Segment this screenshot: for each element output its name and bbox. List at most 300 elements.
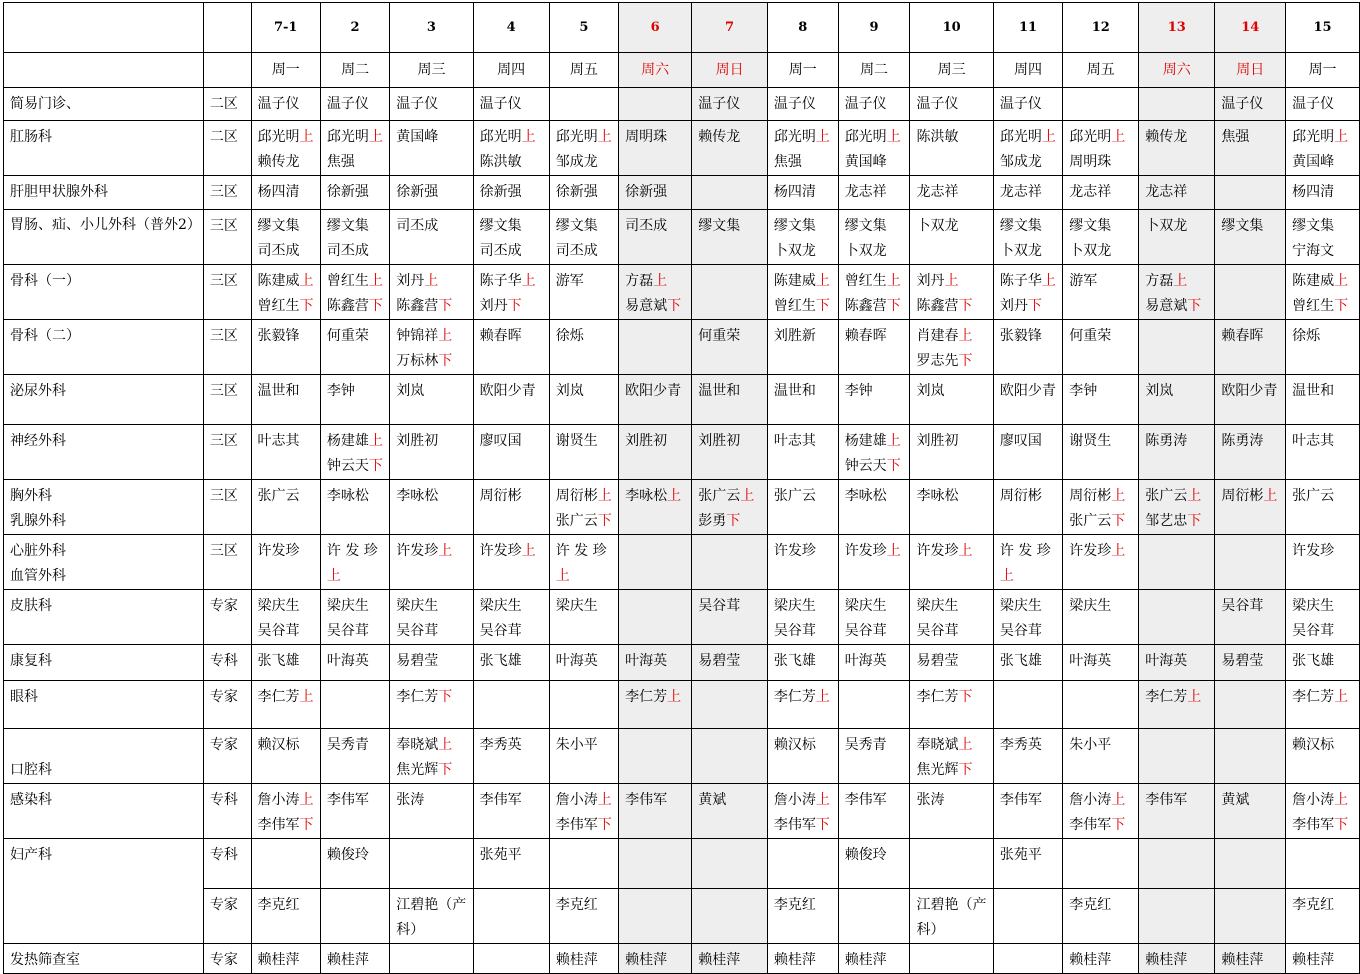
schedule-cell <box>1286 425 1360 480</box>
doctor-name: 周衍彬 <box>999 488 1042 504</box>
doctor-name: 李仁芳上 <box>773 689 830 705</box>
doctor-name: 赖传龙 <box>1145 129 1188 145</box>
table-row <box>4 88 1360 121</box>
schedule-cell <box>320 121 389 176</box>
weekday-header: 周六 <box>619 53 692 88</box>
schedule-cell <box>910 480 993 535</box>
doctor-name: 张涛 <box>396 792 425 808</box>
schedule-cell <box>320 784 389 839</box>
doctor-name: 刘丹下 <box>479 298 522 314</box>
schedule-cell <box>1215 839 1286 889</box>
schedule-cell <box>320 88 389 121</box>
date-header: 7 <box>692 3 768 53</box>
doctor-name: 邱光明上 <box>257 129 314 145</box>
schedule-cell <box>692 88 768 121</box>
department-cell <box>4 265 204 320</box>
doctor-name: 徐新强 <box>479 184 522 200</box>
schedule-cell <box>1063 729 1139 784</box>
doctor-name: 吴谷茸 <box>698 598 741 614</box>
doctor-name: 李仁芳下 <box>916 689 973 705</box>
date-header: 10 <box>910 3 993 53</box>
schedule-cell <box>692 729 768 784</box>
schedule-cell <box>619 425 692 480</box>
doctor-name: 赖汉标 <box>257 737 300 753</box>
date-header: 7-1 <box>251 3 320 53</box>
doctor-name: 梁庆生 <box>999 598 1042 614</box>
table-row <box>4 839 1360 889</box>
department-name: 简易门诊、 <box>10 96 80 112</box>
table-row <box>4 480 1360 535</box>
doctor-name: 张毅锋 <box>257 328 300 344</box>
weekday-header: 周一 <box>767 53 838 88</box>
doctor-name: 张涛 <box>916 792 945 808</box>
doctor-name: 赖桂萍 <box>1292 952 1335 968</box>
corner-cell <box>203 53 251 88</box>
doctor-name: 赖春晖 <box>1221 328 1264 344</box>
doctor-name: 李伟军 <box>1145 792 1188 808</box>
doctor-name: 赖桂萍 <box>1221 952 1264 968</box>
department-name: 骨科（二） <box>10 328 80 344</box>
date-header: 9 <box>838 3 910 53</box>
date-header: 11 <box>993 3 1062 53</box>
date-header: 15 <box>1286 3 1360 53</box>
schedule-cell <box>1286 681 1360 729</box>
table-row <box>4 784 1360 839</box>
schedule-cell <box>1215 729 1286 784</box>
doctor-name: 赖春晖 <box>479 328 522 344</box>
doctor-name: 李伟军 <box>625 792 668 808</box>
doctor-name: 张飞雄 <box>1292 653 1335 669</box>
schedule-cell <box>993 176 1062 210</box>
schedule-cell <box>251 889 320 944</box>
schedule-cell <box>390 121 473 176</box>
schedule-cell <box>1063 681 1139 729</box>
schedule-cell <box>390 681 473 729</box>
doctor-name: 梁庆生 <box>844 598 887 614</box>
schedule-cell <box>993 784 1062 839</box>
zone-cell: 二区 <box>203 121 251 176</box>
doctor-name: 江碧艳（产 <box>396 897 467 913</box>
schedule-cell <box>910 590 993 645</box>
doctor-name: 杨四清 <box>257 184 300 200</box>
doctor-name: 谢贤生 <box>1069 433 1112 449</box>
doctor-name: 李仁芳下 <box>396 689 453 705</box>
doctor-name: 李钟 <box>326 383 355 399</box>
doctor-name: 陈子华上 <box>479 273 536 289</box>
doctor-name: 陈鑫营下 <box>326 298 383 314</box>
schedule-cell <box>692 425 768 480</box>
schedule-cell <box>1063 425 1139 480</box>
schedule-cell <box>1063 121 1139 176</box>
schedule-cell <box>549 645 618 681</box>
doctor-name: 李克红 <box>1292 897 1335 913</box>
schedule-cell <box>692 784 768 839</box>
schedule-cell <box>473 590 549 645</box>
doctor-name: 黄国峰 <box>844 154 887 170</box>
doctor-name: 缪文集 <box>555 218 598 234</box>
schedule-cell <box>767 784 838 839</box>
schedule-cell <box>767 425 838 480</box>
schedule-cell <box>767 320 838 375</box>
weekday-header: 周五 <box>549 53 618 88</box>
department-cell <box>4 480 204 535</box>
doctor-name: 李伟军 <box>999 792 1042 808</box>
schedule-cell <box>838 425 910 480</box>
doctor-name: 吴谷茸 <box>844 623 887 639</box>
doctor-name: 万标林下 <box>396 353 453 369</box>
department-name: 神经外科 <box>10 433 66 449</box>
schedule-cell <box>838 889 910 944</box>
department-name: 心脏外科 <box>10 543 66 559</box>
doctor-name: 温子仪 <box>916 96 959 112</box>
doctor-name: 朱小平 <box>1069 737 1112 753</box>
department-name: 肝胆甲状腺外科 <box>10 184 108 200</box>
zone-cell: 三区 <box>203 320 251 375</box>
schedule-cell <box>692 121 768 176</box>
schedule-cell <box>320 480 389 535</box>
schedule-cell <box>993 210 1062 265</box>
schedule-cell <box>1139 681 1215 729</box>
schedule-cell <box>692 681 768 729</box>
doctor-name: 何重荣 <box>326 328 369 344</box>
doctor-name: 詹小涛上 <box>1292 792 1349 808</box>
schedule-cell <box>320 375 389 425</box>
table-row <box>4 425 1360 480</box>
schedule-cell <box>910 729 993 784</box>
doctor-name: 欧阳少青 <box>999 383 1056 399</box>
schedule-cell <box>320 425 389 480</box>
table-row <box>4 889 1360 944</box>
schedule-cell <box>692 480 768 535</box>
doctor-name: 叶海英 <box>844 653 887 669</box>
doctor-name: 缪文集 <box>1292 218 1335 234</box>
doctor-name: 叶志其 <box>1292 433 1335 449</box>
zone-cell: 专科 <box>203 784 251 839</box>
doctor-name: 周衍彬上 <box>1069 488 1126 504</box>
schedule-cell <box>473 121 549 176</box>
schedule-cell <box>838 839 910 889</box>
schedule-cell <box>910 425 993 480</box>
schedule-cell <box>910 121 993 176</box>
doctor-name: 李伟军下 <box>1069 817 1126 833</box>
schedule-cell <box>1286 889 1360 944</box>
doctor-name: 赖传龙 <box>257 154 300 170</box>
schedule-cell <box>1215 590 1286 645</box>
doctor-name: 黄斌 <box>1221 792 1250 808</box>
schedule-cell <box>1215 176 1286 210</box>
doctor-name: 刘岚 <box>555 383 584 399</box>
date-header: 5 <box>549 3 618 53</box>
schedule-cell <box>838 645 910 681</box>
schedule-cell <box>1139 88 1215 121</box>
schedule-cell <box>251 681 320 729</box>
doctor-name: 杨四清 <box>773 184 816 200</box>
schedule-cell <box>838 729 910 784</box>
doctor-name: 赖桂萍 <box>698 952 741 968</box>
weekday-header: 周四 <box>993 53 1062 88</box>
doctor-name: 周明珠 <box>1069 154 1112 170</box>
schedule-cell <box>1215 535 1286 590</box>
schedule-cell <box>838 784 910 839</box>
schedule-cell <box>549 839 618 889</box>
schedule-cell <box>473 889 549 944</box>
doctor-name: 吴谷茸 <box>916 623 959 639</box>
doctor-name: 司丕成 <box>257 243 300 259</box>
doctor-name: 邱光明上 <box>326 129 383 145</box>
doctor-name: 吴谷茸 <box>396 623 439 639</box>
zone-cell: 三区 <box>203 210 251 265</box>
schedule-cell <box>838 480 910 535</box>
schedule-cell <box>993 839 1062 889</box>
department-cell <box>4 176 204 210</box>
department-name: 血管外科 <box>10 568 66 584</box>
doctor-name: 徐烁 <box>1292 328 1321 344</box>
schedule-cell <box>1215 210 1286 265</box>
weekday-header: 周日 <box>1215 53 1286 88</box>
doctor-name: 张飞雄 <box>999 653 1042 669</box>
schedule-cell <box>320 839 389 889</box>
doctor-name: 许 发 珍 <box>555 543 607 559</box>
doctor-name: 杨建雄上 <box>326 433 383 449</box>
schedule-cell <box>910 645 993 681</box>
department-name: 眼科 <box>10 689 38 705</box>
schedule-cell <box>1063 176 1139 210</box>
doctor-name: 卜双龙 <box>1145 218 1188 234</box>
schedule-cell <box>390 425 473 480</box>
schedule-cell <box>1215 88 1286 121</box>
doctor-name: 梁庆生 <box>396 598 439 614</box>
schedule-cell <box>767 375 838 425</box>
doctor-name: 徐烁 <box>555 328 584 344</box>
doctor-name: 欧阳少青 <box>479 383 536 399</box>
doctor-name: 许发珍上 <box>1069 543 1126 559</box>
doctor-name: 易意斌下 <box>625 298 682 314</box>
schedule-cell <box>767 88 838 121</box>
doctor-name: 吴谷茸 <box>326 623 369 639</box>
doctor-name: 温世和 <box>773 383 816 399</box>
doctor-name: 易碧莹 <box>916 653 959 669</box>
doctor-name: 邹成龙 <box>555 154 598 170</box>
doctor-name: 卜双龙 <box>1069 243 1112 259</box>
doctor-name: 赖桂萍 <box>257 952 300 968</box>
schedule-cell <box>619 176 692 210</box>
schedule-cell <box>320 645 389 681</box>
zone-cell: 专家 <box>203 681 251 729</box>
doctor-name: 李伟军下 <box>555 817 612 833</box>
doctor-name: 李伟军下 <box>773 817 830 833</box>
schedule-cell <box>473 375 549 425</box>
schedule-cell <box>1063 944 1139 974</box>
doctor-name: 宁海文 <box>1292 243 1335 259</box>
schedule-cell <box>473 729 549 784</box>
doctor-name: 李仁芳上 <box>1145 689 1202 705</box>
schedule-cell <box>1286 535 1360 590</box>
zone-cell: 三区 <box>203 176 251 210</box>
schedule-cell <box>390 375 473 425</box>
schedule-cell <box>1063 375 1139 425</box>
schedule-cell <box>251 480 320 535</box>
doctor-name: 詹小涛上 <box>1069 792 1126 808</box>
schedule-cell <box>473 265 549 320</box>
doctor-name: 李咏松上 <box>625 488 682 504</box>
doctor-name: 吴秀青 <box>844 737 887 753</box>
weekday-header: 周三 <box>390 53 473 88</box>
department-cell <box>4 121 204 176</box>
zone-cell: 三区 <box>203 480 251 535</box>
department-name: 发热筛查室 <box>10 952 80 968</box>
schedule-cell <box>320 535 389 590</box>
schedule-cell <box>320 681 389 729</box>
doctor-name: 叶海英 <box>1145 653 1188 669</box>
schedule-cell <box>390 889 473 944</box>
doctor-name: 黄斌 <box>698 792 727 808</box>
doctor-name: 李克红 <box>257 897 300 913</box>
department-cell <box>4 839 204 944</box>
doctor-name: 赖桂萍 <box>773 952 816 968</box>
schedule-cell <box>1139 480 1215 535</box>
doctor-name: 梁庆生 <box>555 598 598 614</box>
doctor-name: 张广云下 <box>555 513 612 529</box>
doctor-name: 何重荣 <box>1069 328 1112 344</box>
doctor-name: 许 发 珍 <box>999 543 1051 559</box>
schedule-cell <box>910 176 993 210</box>
doctor-name: 张广云 <box>1292 488 1335 504</box>
schedule-body <box>4 3 1360 974</box>
doctor-name: 赖俊玲 <box>326 847 369 863</box>
doctor-name: 彭勇下 <box>698 513 741 529</box>
doctor-name: 吴谷茸 <box>1221 598 1264 614</box>
doctor-name: 欧阳少青 <box>1221 383 1278 399</box>
schedule-cell <box>692 176 768 210</box>
schedule-cell <box>549 784 618 839</box>
schedule-cell <box>1139 590 1215 645</box>
schedule-cell <box>993 681 1062 729</box>
schedule-cell <box>993 88 1062 121</box>
schedule-cell <box>910 944 993 974</box>
doctor-name: 周衍彬上 <box>555 488 612 504</box>
department-name: 胃肠、疝、小儿外科（普外2） <box>10 217 201 233</box>
date-header: 6 <box>619 3 692 53</box>
doctor-name: 上 <box>999 568 1014 584</box>
schedule-cell <box>1286 265 1360 320</box>
schedule-cell <box>1139 121 1215 176</box>
doctor-name: 赖桂萍 <box>844 952 887 968</box>
schedule-cell <box>619 681 692 729</box>
schedule-cell <box>390 535 473 590</box>
doctor-name: 科） <box>916 922 945 938</box>
doctor-name: 龙志祥 <box>1069 184 1112 200</box>
schedule-cell <box>910 88 993 121</box>
doctor-name: 叶海英 <box>326 653 369 669</box>
schedule-cell <box>390 839 473 889</box>
doctor-name: 吴谷茸 <box>1292 623 1335 639</box>
schedule-cell <box>251 425 320 480</box>
doctor-name: 李咏松 <box>916 488 959 504</box>
date-header: 2 <box>320 3 389 53</box>
schedule-cell <box>390 590 473 645</box>
schedule-cell <box>838 176 910 210</box>
schedule-cell <box>993 480 1062 535</box>
schedule-cell <box>767 839 838 889</box>
doctor-name: 叶海英 <box>625 653 668 669</box>
doctor-name: 温子仪 <box>326 96 369 112</box>
doctor-name: 吴谷茸 <box>773 623 816 639</box>
schedule-cell <box>692 535 768 590</box>
schedule-cell <box>251 784 320 839</box>
schedule-cell <box>549 121 618 176</box>
schedule-cell <box>619 590 692 645</box>
schedule-cell <box>838 210 910 265</box>
doctor-name: 许发珍上 <box>396 543 453 559</box>
schedule-cell <box>473 320 549 375</box>
doctor-name: 刘胜新 <box>773 328 816 344</box>
schedule-cell <box>1139 889 1215 944</box>
weekday-header: 周二 <box>320 53 389 88</box>
schedule-cell <box>251 535 320 590</box>
schedule-cell <box>692 839 768 889</box>
doctor-name: 肖建春上 <box>916 328 973 344</box>
doctor-name: 李伟军下 <box>1292 817 1349 833</box>
doctor-name: 易碧莹 <box>698 653 741 669</box>
department-cell <box>4 590 204 645</box>
doctor-name: 张苑平 <box>479 847 522 863</box>
doctor-name: 吴谷茸 <box>257 623 300 639</box>
doctor-name: 张广云上 <box>698 488 755 504</box>
schedule-cell <box>619 729 692 784</box>
department-cell <box>4 645 204 681</box>
doctor-name: 陈子华上 <box>999 273 1056 289</box>
schedule-cell <box>1063 480 1139 535</box>
schedule-cell <box>473 88 549 121</box>
schedule-cell <box>910 375 993 425</box>
schedule-cell <box>1063 839 1139 889</box>
doctor-name: 杨建雄上 <box>844 433 901 449</box>
weekday-row <box>4 53 1360 88</box>
schedule-cell <box>1063 889 1139 944</box>
schedule-cell <box>619 839 692 889</box>
doctor-name: 焦强 <box>1221 129 1250 145</box>
schedule-cell <box>1139 839 1215 889</box>
doctor-name: 温子仪 <box>999 96 1042 112</box>
doctor-name: 李克红 <box>555 897 598 913</box>
schedule-cell <box>1286 320 1360 375</box>
doctor-name: 梁庆生 <box>1069 598 1112 614</box>
schedule-cell <box>549 590 618 645</box>
schedule-cell <box>993 121 1062 176</box>
department-name: 感染科 <box>10 792 52 808</box>
schedule-cell <box>993 944 1062 974</box>
schedule-cell <box>619 944 692 974</box>
schedule-cell <box>1139 265 1215 320</box>
doctor-name: 刘丹下 <box>999 298 1042 314</box>
doctor-name: 陈洪敏 <box>916 129 959 145</box>
doctor-name: 陈建威上 <box>257 273 314 289</box>
doctor-name: 陈建威上 <box>1292 273 1349 289</box>
doctor-name: 谢贤生 <box>555 433 598 449</box>
weekday-header: 周五 <box>1063 53 1139 88</box>
doctor-name: 科） <box>396 922 425 938</box>
schedule-cell <box>692 645 768 681</box>
schedule-cell <box>1215 121 1286 176</box>
schedule-cell <box>1063 784 1139 839</box>
schedule-cell <box>1215 944 1286 974</box>
doctor-name: 上 <box>326 568 341 584</box>
schedule-cell <box>251 320 320 375</box>
zone-cell: 三区 <box>203 265 251 320</box>
schedule-cell <box>910 535 993 590</box>
schedule-cell <box>549 176 618 210</box>
schedule-cell <box>1139 375 1215 425</box>
